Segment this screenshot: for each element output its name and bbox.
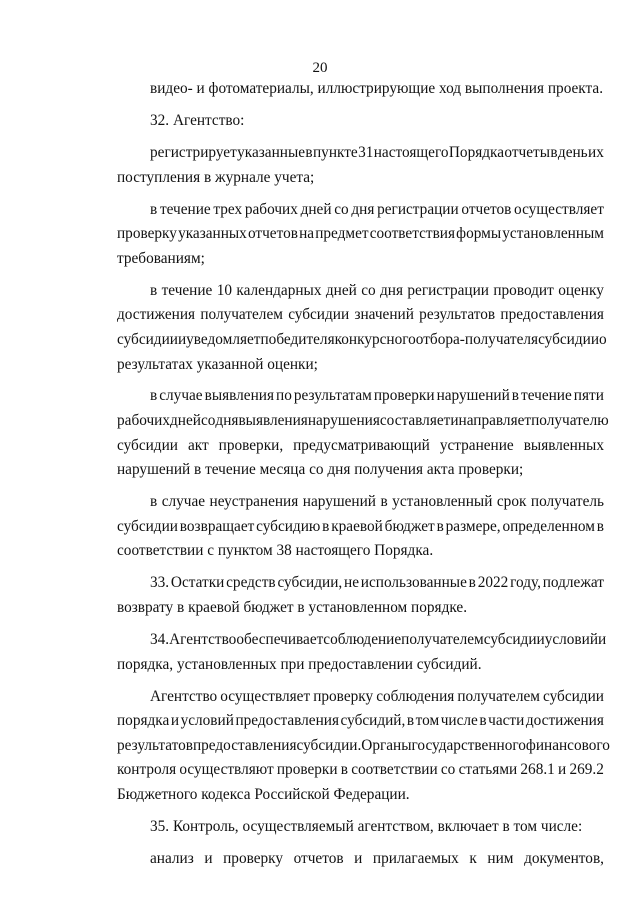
word: к [469,849,477,867]
word: контроля [117,761,177,779]
word: настоящего [373,143,449,161]
text-line: поступления в журнале учета; [117,168,315,186]
word: анализ [150,849,194,867]
word: установленный [392,493,493,511]
word: субсидии [543,687,604,705]
word: отчетов [461,200,512,218]
word: части [488,712,525,730]
word: Остатки [170,574,225,592]
word: проверку [117,225,177,243]
word: случае [159,387,203,405]
word: регистрации [377,200,459,218]
word: получателем [401,631,484,648]
text-line: видео- и фотоматериалы, иллюстрирующие ход выполнения проекта. [150,80,604,97]
text-line [150,198,604,223]
word: статьями [458,761,518,779]
word: в [150,387,158,405]
word: субсидии [288,306,350,324]
word: конкурсного [334,330,416,348]
word: определенном [502,517,595,535]
word: в [468,574,476,592]
word: календарных [236,281,322,299]
word: в [406,712,415,730]
word: и [177,330,187,348]
word: указанные [237,143,306,161]
word: со [440,761,456,779]
word: условий [180,712,234,730]
word: нарушения [307,412,380,430]
word: отчетов [247,225,298,243]
word: обеспечивает [236,631,324,648]
word: уведомляет [186,330,261,348]
word: в [436,517,444,535]
word: предоставления [500,306,604,324]
word: выявленных [523,436,604,454]
word: Агентство [169,631,237,648]
paragraph [117,141,604,190]
word: документов, [524,849,604,867]
word: и [450,412,459,430]
text-line [117,409,609,434]
word: течение [159,200,211,218]
paragraph [117,109,604,134]
word: субсидию [256,517,321,535]
paragraph [117,490,604,564]
word: субсидии [117,436,178,454]
word: субсидии [483,631,545,648]
word: 31 [358,143,374,161]
word: по [276,387,292,405]
word: на [299,225,315,243]
word: 2022 [477,574,509,592]
word: проводит [493,281,554,299]
text-line [117,515,604,540]
word: в [380,493,388,511]
word: отчетов [293,849,344,867]
word: в [150,200,158,218]
word: субсидии, [277,574,343,592]
word: 34. [150,631,170,648]
text-line [150,571,604,596]
word: том [415,712,440,730]
word: предоставления [192,736,297,754]
word: нарушений [436,387,510,405]
word: отчеты [504,143,550,161]
word: рабочих [244,200,298,218]
text-line: требованиям; [117,249,205,267]
text-line [117,328,607,353]
word: размере, [445,517,501,535]
word: нарушений [302,493,376,511]
text-line: Бюджетного кодекса Российской Федерации. [117,785,410,803]
word: в [479,712,487,730]
text-line [117,222,604,247]
text-line: нарушений в течение месяца со дня получения акта проверки; [117,461,524,479]
text-line: возврату в краевой бюджет в установленном порядке. [117,599,468,617]
word: составляет [379,412,451,430]
word: средств [226,574,276,592]
word: получателем [457,687,540,705]
word: результатов [117,736,193,754]
word: дней [170,412,201,430]
word: пяти [573,387,604,405]
document-body [117,77,610,872]
word: году, [510,574,541,592]
word: субсидии. [296,736,362,754]
paragraph [117,571,604,620]
word: субсидии [538,330,600,348]
word: дня [380,281,404,299]
word: субсидии [117,517,178,535]
text-line: 35. Контроль, осуществляемый агентством, включает в том числе: [150,817,583,835]
word: результатам [293,387,372,405]
word: установленным [502,225,604,243]
text-line [117,709,604,734]
word: и [354,849,363,867]
word: срок [496,493,527,511]
word: осуществляет [220,687,311,705]
text-line [117,434,604,459]
word: в [150,493,158,511]
word: предмет [315,225,369,243]
word: со [200,412,216,430]
text-line [150,685,604,710]
word: подлежат [542,574,604,592]
word: течение [521,387,572,405]
word: течение [161,281,213,299]
word: проверку [223,849,284,867]
word: в [340,761,349,779]
word: - [459,330,465,348]
word: устранение [439,436,514,454]
word: направляет [458,412,532,430]
word: в [305,143,313,161]
word: трех [213,200,243,218]
word: соответствия [369,225,456,243]
word: получателю [531,412,609,430]
word: достижения [525,712,604,730]
paragraph [117,384,609,482]
word: случае [161,493,206,511]
text-line: 32. Агентство: [150,111,245,129]
word: 10 [216,281,233,299]
paragraph [117,685,610,808]
text-line [150,279,604,304]
word: акт [187,436,209,454]
word: проверки [276,761,338,779]
word: субсидий, [340,712,406,730]
paragraph [117,628,607,677]
word: о [599,330,607,348]
word: соблюдение [323,631,402,648]
word: и [598,631,607,648]
word: государственного [411,736,526,754]
word: не [344,574,359,592]
paragraph [117,198,604,272]
word: бюджет [384,517,435,535]
word: краевой [331,517,383,535]
word: проверки [373,387,435,405]
word: условий [544,631,599,648]
text-line [150,490,604,515]
text-line [117,734,610,759]
paragraph [117,815,604,840]
word: неустранения [209,493,299,511]
word: прилагаемых [372,849,459,867]
text-line [150,628,607,653]
text-line [117,303,604,328]
word: осуществляет [514,200,604,218]
word: дня [351,200,375,218]
page-number: 20 [312,60,328,76]
word: выявления [204,387,274,405]
word: формы [456,225,502,243]
word: соблюдения [376,687,455,705]
paragraph [117,279,607,377]
word: указанных [178,225,247,243]
word: отбора [415,330,460,348]
word: день [557,143,588,161]
text-line [150,141,604,166]
word: победителя [260,330,335,348]
word: в [322,517,330,535]
word: в [596,517,604,535]
word: со [334,200,349,218]
word: использованные [360,574,467,592]
word: их [588,143,604,161]
word: ним [487,849,514,867]
word: числе [440,712,478,730]
word: проверку [313,687,374,705]
word: и [204,849,213,867]
word: дня [215,412,239,430]
paragraph [117,847,604,872]
text-line [150,384,604,409]
word: финансового [525,736,610,754]
text-line: порядка, установленных при предоставлении субсидий. [117,655,482,673]
word: и [558,761,567,779]
text-line: результатах указанной оценки; [117,355,318,373]
word: получателя [464,330,539,348]
word: выявления [238,412,308,430]
word: соответствии [351,761,438,779]
word: результатов [419,306,496,324]
word: предоставления [235,712,339,730]
word: порядка [117,712,170,730]
text-line [117,758,604,783]
word: пункте [313,143,358,161]
word: со [361,281,376,299]
paragraph [117,77,604,102]
word: 268.1 [520,761,555,779]
word: Порядка [448,143,505,161]
word: достижения [117,306,196,324]
word: дней [325,281,357,299]
word: осуществляют [179,761,274,779]
word: значений [354,306,414,324]
word: в [511,387,520,405]
word: регистрирует [150,143,237,161]
word: оценку [558,281,604,299]
word: 33. [150,574,170,592]
word: в [150,281,158,299]
word: и [170,712,180,730]
word: субсидии [117,330,178,348]
word: получателем [200,306,283,324]
word: предусматривающий [293,436,430,454]
word: Органы [361,736,412,754]
word: возвращает [179,517,255,535]
word: 269.2 [569,761,604,779]
text-line: соответствии с пунктом 38 настоящего Порядка. [117,542,434,560]
word: Агентство [150,687,218,705]
word: в [550,143,558,161]
word: получатель [530,493,604,511]
text-line [150,847,604,872]
word: рабочих [117,412,171,430]
word: дней [300,200,332,218]
word: регистрации [407,281,489,299]
word: проверки, [218,436,284,454]
